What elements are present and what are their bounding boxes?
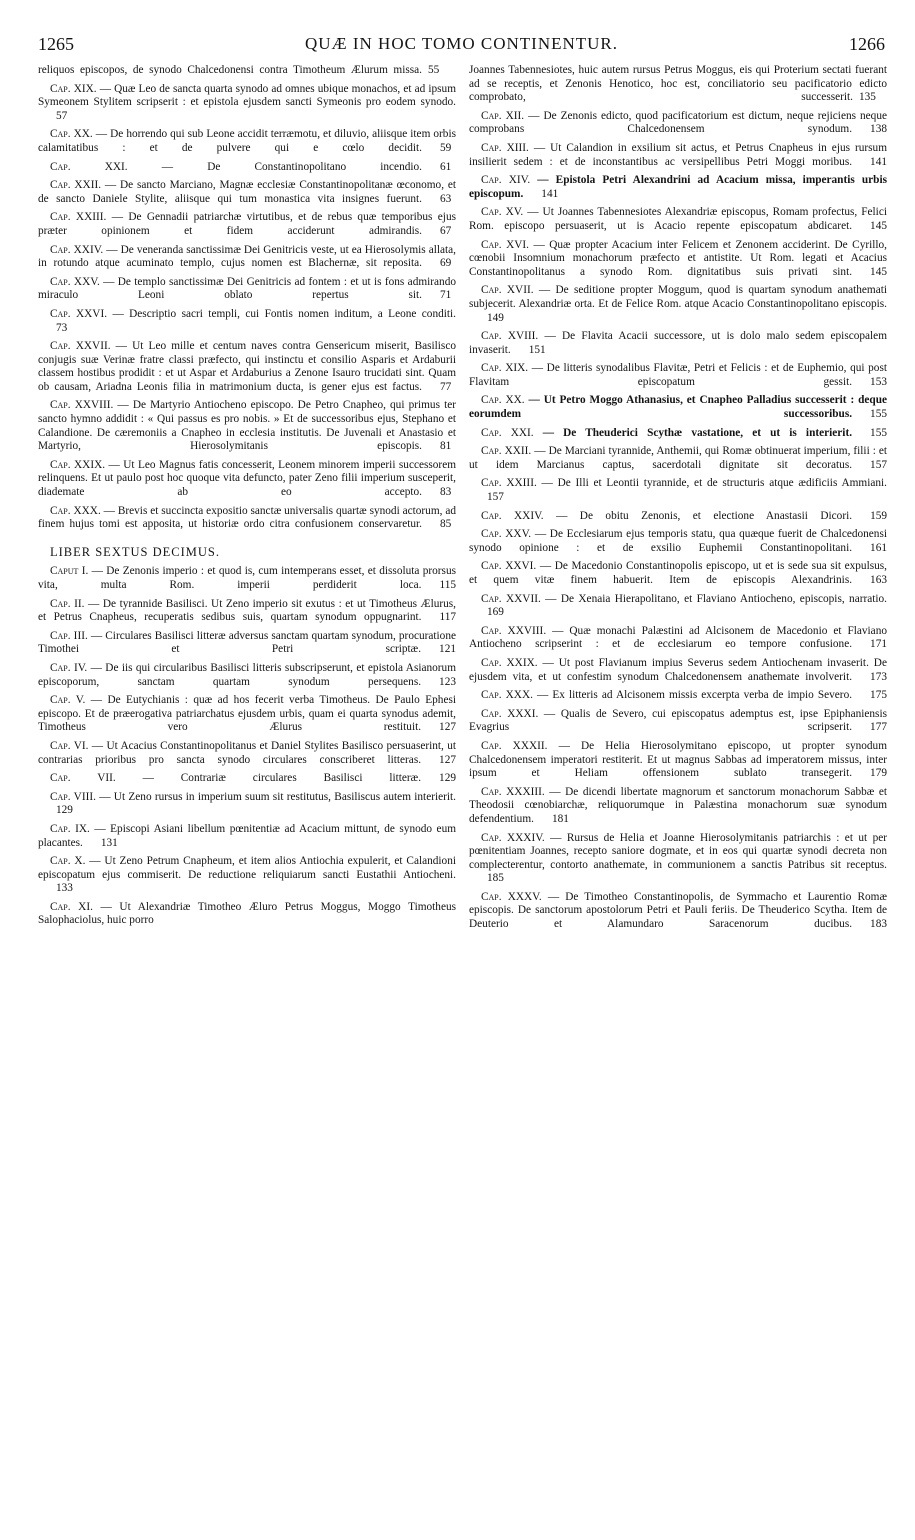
toc-entry [38, 128, 456, 155]
toc-entry [469, 560, 887, 587]
chapter-title: — De obitu Zenonis, et electione Anastasii Dicori. [543, 509, 853, 522]
chapter-title: — De Zenonis edicto, quod pacificatorium est dictum, neque rejiciens neque comprobans Chalcedonensem synodum. [469, 109, 887, 136]
page-reference: 127 [439, 753, 456, 766]
chapter-title: — Quæ Leo de sancta quarta synodo ad omnes ubique monachos, et ad ipsum Symeonem Stylitem scripserit : et epistola ejusdem sancti Symeonis pro eodem synodo. [38, 82, 456, 109]
toc-entry [38, 211, 456, 238]
page-reference: 161 [870, 541, 887, 554]
toc-entry [469, 174, 887, 201]
toc-entry [469, 625, 887, 652]
chapter-label: Cap. XI. [50, 900, 93, 913]
chapter-title: — Ex litteris ad Alcisonem missis excerpta verba de impio Severo. [532, 689, 853, 702]
page-reference: 77 [440, 380, 452, 393]
chapter-title: — De Illi et Leontii tyrannide, et de structuris atque ædificiis Ammiani. [536, 477, 887, 490]
toc-entry [469, 786, 887, 827]
toc-entry [469, 689, 887, 703]
chapter-label: Cap. XIV. [481, 174, 531, 187]
chapter-label: Cap. XXVI. [481, 560, 537, 573]
chapter-label: Cap. XXXII. [481, 739, 548, 752]
chapter-title: — De Timotheo Constantinopolis, de Symmacho et Laurentio Romæ episcopis. De sanctorum apostolorum Petri et Pauli feriis. De Theuderico Scytha. Item de Deuterio et Alamundaro Saracenorum ducibus. [469, 890, 887, 931]
page-reference: 145 [870, 219, 887, 232]
page-reference: 133 [56, 882, 73, 895]
page-reference: 85 [440, 518, 452, 531]
chapter-label: Cap. XVII. [481, 284, 534, 297]
chapter-title: — De Marciani tyrannide, Anthemii, qui Romæ obtinuerat imperium, filii : et ut idem Marcianus captus, sacerdotali dignitate sit decoratus. [469, 445, 888, 471]
chapter-title: — Circulares Basilisci litteræ adversus sanctam quartam synodum, procuratione Timothei et Petri scriptæ. [38, 629, 456, 656]
toc-entry [469, 362, 887, 389]
page-reference: 59 [440, 141, 452, 154]
toc-entry [469, 142, 887, 169]
chapter-title: — Ut Petro Moggo Athanasius, et Cnapheo Palladius successerit : deque eorumdem successoribus. [469, 394, 887, 421]
chapter-label: Cap. XVIII. [481, 330, 539, 343]
chapter-title: — De templo sanctissimæ Dei Genitricis ad fontem : et ut is fons admirando miraculo Leoni oblato repertus sit. [38, 275, 456, 302]
page-reference: 153 [870, 375, 887, 388]
page-reference: 127 [439, 721, 456, 734]
toc-entry [469, 206, 887, 233]
page-reference: 149 [487, 311, 504, 324]
toc-entry [469, 110, 887, 137]
chapter-title: — De Macedonio Constantinopolis episcopo, ut et is sede sua sit expulsus, et quem vitæ finem habuerit. Item de episcopis Alexandrinis. [469, 560, 887, 586]
chapter-title: — De Zenonis imperio : et quod is, cum intemperans esset, et dissoluta prorsus vita, multa Rom. imperii perdiderit loca. [38, 565, 456, 591]
chapter-label: Cap. XXII. [481, 445, 532, 458]
toc-entry [38, 565, 456, 592]
running-title: QUÆ IN HOC TOMO CONTINENTUR. [304, 34, 619, 53]
chapter-title: — Ut Alexandriæ Timotheo Æluro Petrus Moggus, Moggo Timotheus Salophaciolus, huic porro [38, 900, 457, 927]
chapter-title: — Quæ monachi Palæstini ad Alcisonem de Macedonio et Flaviano Antiocheno scripserint : et de ecclesiarum eo tempore confusione. [469, 624, 887, 651]
chapter-label: Cap. XXII. [50, 179, 102, 192]
toc-entry [38, 161, 456, 175]
page-reference: 138 [870, 123, 887, 136]
page-reference: 83 [440, 486, 452, 499]
page-reference: 169 [487, 606, 504, 619]
page-reference: 155 [870, 426, 887, 439]
chapter-label: Cap. XXIV. [481, 509, 544, 522]
toc-entry [38, 244, 456, 271]
chapter-label: Cap. XXVIII. [50, 399, 114, 412]
page-reference: 159 [870, 509, 888, 522]
chapter-label: Cap. XXI. [50, 160, 128, 173]
page-reference: 157 [487, 491, 504, 504]
chapter-title: — De Helia Hierosolymitano episcopo, ut propter synodum Chalcedonensem imperatori restiterit. Et ut magnus Sabbas ad imperatorem missus, inter ipsum et Heliam offensionem sublato transegerit. [469, 739, 887, 780]
page-reference: 73 [56, 321, 68, 334]
chapter-title: reliquos episcopos, de synodo Chalcedonensi contra Timotheum Ælurum missa. [38, 64, 422, 76]
toc-entry [469, 510, 887, 524]
toc-entry [38, 901, 456, 928]
page-reference: 185 [487, 872, 504, 885]
toc-entry [469, 832, 887, 886]
toc-entry [38, 340, 456, 394]
chapter-label: Cap. XV. [481, 206, 524, 219]
toc-entry [38, 276, 456, 303]
chapter-label: Cap. XX. [481, 394, 525, 407]
chapter-label: Cap. X. [50, 855, 86, 868]
chapter-label: Cap. XXVIII. [481, 624, 547, 637]
toc-entry [469, 284, 887, 325]
chapter-title: — De litteris synodalibus Flavitæ, Petri et Felicis : et de Euphemio, qui post Flavitam episcopatum gessit. [469, 362, 887, 388]
toc-entry [469, 427, 887, 441]
chapter-label: Caput I. [50, 565, 89, 578]
page-reference: 121 [439, 643, 456, 656]
toc-entry [38, 598, 456, 625]
toc-entry [38, 791, 456, 818]
chapter-title: — De veneranda sanctissimæ Dei Genitricis veste, ut ea Hierosolymis allata, in rotundo atque acuminato templo, cujus nomen est Blachernæ, sit reposita. [38, 243, 457, 270]
page-reference: 141 [541, 187, 559, 200]
toc-entry [38, 740, 456, 767]
page-reference: 61 [439, 160, 452, 173]
chapter-title: — Descriptio sacri templi, cui Fontis nomen inditum, a Leone conditi. [107, 307, 456, 320]
chapter-label: Cap. XXIX. [50, 458, 106, 471]
chapter-title: — Ut Joannes Tabennesiotes Alexandriæ episcopus, Romam profectus, Felici Rom. episcopo persuaserit, ut is Acacio repente episcopatum abdicaret. [469, 206, 887, 232]
chapter-title: — Episcopi Asiani libellum pœnitentiæ ad Acacium mittunt, de synodo eum placantes. [38, 822, 457, 849]
toc-entry [469, 593, 887, 620]
page-reference: 157 [870, 458, 887, 471]
chapter-label: Cap. XXVII. [481, 592, 541, 605]
chapter-label: Cap. III. [50, 629, 88, 642]
chapter-label: Cap. XIX. [481, 362, 529, 375]
toc-entry [469, 657, 887, 684]
chapter-title: — Ut Zeno Petrum Cnapheum, et item alios Antiochia expulerit, et Calandioni episcopatum ejus commiserit. De reductione reliquiarum sancti Eustathii Antiocheni. [38, 855, 456, 881]
chapter-label: Cap. XXIV. [50, 243, 104, 256]
page-reference: 71 [440, 289, 452, 302]
toc-entry [469, 445, 887, 472]
page-reference: 129 [439, 772, 456, 785]
page-reference: 115 [439, 579, 456, 591]
toc-entry [469, 740, 887, 781]
page-reference: 151 [528, 343, 546, 356]
page-reference: 173 [870, 670, 887, 683]
page-reference: 171 [870, 638, 887, 651]
toc-entry [469, 708, 887, 735]
chapter-label: Cap. XXVI. [50, 307, 108, 320]
chapter-label: Cap. XXIX. [481, 656, 538, 669]
toc-entry [469, 330, 887, 357]
chapter-title: — Contrariæ circulares Basilisci litteræ. [115, 772, 422, 785]
chapter-label: Cap. XXV. [50, 275, 100, 288]
chapter-title: — De sancto Marciano, Magnæ ecclesiæ Constantinopolitanæ œconomo, et de sancto Daniele Stylite, aliisque qui tum monastica vita insignes fuerunt. [38, 179, 456, 205]
chapter-title: — De Gennadii patriarchæ virtutibus, et de rebus quæ temporibus ejus præter opinionem et fidem acciderunt admirandis. [38, 211, 456, 237]
toc-entry [469, 64, 887, 105]
chapter-label: Cap. XXIII. [50, 211, 107, 224]
toc-entry [469, 239, 887, 280]
chapter-label: Cap. XXXIV. [481, 831, 545, 844]
chapter-title: — De iis qui circularibus Basilisci litteris subscripserunt, et epistola Asianorum episcoporum, sanctam quartam synodum persequens. [38, 661, 456, 688]
chapter-title: — Qualis de Severo, cui episcopatus ademptus est, ipse Epiphaniensis Evagrius scripserit. [469, 707, 887, 734]
chapter-title: — De tyrannide Basilisci. Ut Zeno imperio sit exutus : et ut Timotheus Ælurus, et Petrus Cnapheus, recuperatis sedibus suis, quartam synodum oppugnarint. [38, 597, 456, 624]
page-reference: 141 [870, 155, 887, 168]
toc-entry [38, 855, 456, 896]
toc-entry [469, 394, 887, 421]
toc-entry [38, 399, 456, 453]
chapter-title: — De Xenaia Hierapolitano, et Flaviano Antiocheno, episcopis, narratio. [540, 592, 887, 605]
page-reference: 129 [56, 804, 73, 817]
page-reference: 163 [870, 574, 887, 586]
toc-entry [38, 83, 456, 124]
page-reference: 135 [859, 91, 876, 104]
chapter-label: Cap. XXIII. [481, 477, 537, 490]
chapter-label: Cap. XVI. [481, 238, 529, 251]
chapter-title: — De Ecclesiarum ejus temporis statu, qua quæque fuerit de Chalcedonensi synodo opinione : et de exsilio Euphemii Constantinopolitani. [469, 528, 887, 554]
toc-entry [38, 662, 456, 689]
page-reference: 183 [870, 918, 887, 931]
chapter-label: Cap. XXI. [481, 426, 534, 439]
page-reference: 81 [440, 440, 452, 453]
chapter-title: — Quæ propter Acacium inter Felicem et Zenonem acciderint. De Cyrillo, cœnobii Insomnium monachorum præfecto et antistite. Ut Rom. legati et Acacius Constantinopolitanus a synodo Rom. dignitatibus suis privati sint. [469, 238, 887, 278]
chapter-title: Joannes Tabennesiotes, huic autem rursus Petrus Moggus, eis qui Proterium sectati fuerant ad se receptis, et Zenonis Henotico, hoc est, conciliatorio seu pacificatorio edicto comprobato, successerit. [469, 64, 887, 104]
chapter-label: Cap. XIII. [481, 141, 529, 154]
chapter-label: Cap. XXV. [481, 528, 532, 541]
chapter-label: Cap. XIX. [50, 82, 97, 95]
chapter-title: — Brevis et succincta expositio sanctæ universalis quartæ synodi actorum, ad finem hujus tomi est apposita, ut historiæ ordo citra confusionem conservaretur. [38, 504, 456, 531]
toc-entry [469, 891, 887, 932]
chapter-title: — De Eutychianis : quæ ad hos fecerit verba Timotheus. De Paulo Ephesi episcopo. Et de præerogativa patriarchatus ejusdem urbis, quam ei quarta synodus ademit, Timotheus vero Ælurus restituit. [38, 694, 456, 734]
chapter-label: Cap. XII. [481, 109, 525, 122]
toc-entry [38, 64, 456, 78]
page-reference: 123 [439, 675, 456, 688]
chapter-label: Cap. IX. [50, 822, 90, 835]
chapter-title: — De dicendi libertate magnorum et sanctorum monachorum Sabbæ et Theodosii cœnobiarchæ, reliquorumque in Palæstina monachorum suæ synodum defendentium. [469, 785, 888, 825]
section-heading: LIBER SEXTUS DECIMUS. [50, 544, 220, 559]
toc-entry [38, 630, 456, 657]
toc-entry [38, 694, 456, 735]
page-reference: 145 [870, 265, 887, 278]
chapter-title: — Rursus de Helia et Joanne Hierosolymitanis patriarchis : et ut per pœnitentiam Joannes, recepto saniore dogmate, et in eos qui quartæ synodi decreta non complecterentur, contorto anathemate, in communionem a sanctis Patribus sit receptus. [469, 831, 887, 871]
chapter-title: — Ut Acacius Constantinopolitanus et Daniel Stylites Basilisco persuaserint, ut contrarias prioribus pro sancta synodo circulares conscriberet litteras. [38, 739, 456, 766]
page-reference: 67 [440, 224, 452, 237]
toc-entry [469, 477, 887, 504]
chapter-title: — De Theuderici Scythæ vastatione, et ut is interierit. [533, 426, 853, 439]
chapter-label: Cap. XXXI. [481, 707, 539, 720]
page-number-left: 1265 [38, 34, 74, 54]
chapter-label: Cap. VI. [50, 739, 89, 752]
page-reference: 175 [870, 689, 887, 702]
toc-entry [38, 459, 456, 500]
chapter-label: Cap. II. [50, 597, 85, 610]
page-reference: 57 [56, 109, 68, 122]
page-reference: 179 [870, 767, 887, 780]
chapter-label: Cap. XX. [50, 128, 93, 141]
toc-entry [38, 772, 456, 786]
page-number-right: 1266 [849, 34, 885, 54]
page-reference: 63 [440, 192, 452, 205]
chapter-title: — Ut Leo Magnus fatis concesserit, Leonem minorem imperii successorem relinquens. Et ut paulo post hoc quoque vita defuncto, pater Zeno filii imperium susceperit, diademate ab eo accepto. [38, 458, 456, 499]
chapter-label: Cap. VIII. [50, 790, 96, 803]
chapter-title: — De seditione propter Moggum, quod is quartam synodum anathemati subjecerit. Alexandriæ orta. Et de Felice Rom. atque Acacio Constantinopolitano episcopis. [469, 284, 887, 310]
page-reference: 69 [440, 257, 452, 270]
chapter-title: — Ut Leo mille et centum naves contra Gensericum miserit, Basilisco conjugis suæ Verinæ fratre classi præfecto, qui instinctu et consilio Asparis et Ardaburii classem hostibus prodidit : et ut Aspar et Ardaburius a Zenone Isauro trucidati sint. Quam ob causam, Ariadna Leonis filia in matrimonium ducta, is gener ejus est factus. [38, 340, 456, 393]
chapter-title: — De Martyrio Antiocheno episcopo. De Petro Cnapheo, qui primus ter sancto hymno addidit : « Qui passus es pro nobis. » Et de successoribus ejus, Stephano et Calandione. De cæremoniis a Cnapheo in ecclesia institutis. De Juvenali et Anastasio et Martyrio, Hierosolymitanis episcopis. [38, 399, 456, 453]
chapter-label: Cap. XXXV. [481, 890, 542, 903]
chapter-label: Cap. XXVII. [50, 340, 111, 353]
page-reference: 131 [100, 836, 118, 849]
chapter-title: — De Constantinopolitano incendio. [127, 160, 422, 173]
right-column [469, 64, 887, 937]
page-reference: 155 [870, 408, 887, 421]
chapter-label: Cap. XXX. [481, 689, 533, 702]
chapter-title: — Ut post Flavianum impius Severus sedem Antiochenam invaserit. De ejusdem vita, et ut confestim synodum Chalcedonensem anathemate involverit. [469, 656, 887, 683]
chapter-label: Cap. XXX. [50, 504, 101, 517]
chapter-label: Cap. XXXIII. [481, 785, 545, 798]
toc-entry [38, 308, 456, 335]
page-reference: 55 [428, 64, 440, 76]
chapter-label: Cap. IV. [50, 661, 88, 674]
chapter-title: — Epistola Petri Alexandrini ad Acacium missa, imperantis urbis episcopum. [469, 174, 887, 200]
chapter-label: Cap. VII. [50, 772, 116, 785]
chapter-label: Cap. V. [50, 694, 86, 707]
running-header [38, 34, 885, 58]
toc-entry [469, 528, 887, 555]
toc-entry [38, 179, 456, 206]
left-column [38, 64, 456, 933]
chapter-title: — De horrendo qui sub Leone accidit terræmotu, et diluvio, aliisque item orbis calamitatibus : et de pulvere qui e cœlo decidit. [38, 128, 456, 154]
page-reference: 181 [551, 812, 569, 825]
page-reference: 177 [870, 721, 887, 734]
page-reference: 117 [439, 611, 456, 624]
chapter-title: — Ut Zeno rursus in imperium suum sit restitutus, Basiliscus autem interierit. [95, 790, 456, 803]
chapter-title: — De Flavita Acacii successore, ut is dolo malo sedem episcopalem invaserit. [469, 330, 887, 356]
toc-entry [38, 823, 456, 850]
chapter-title: — Ut Calandion in exsilium sit actus, et Petrus Cnapheus in ejus rursum insilierit sedem : et de inconstantibus ac versipellibus Petri Moggi moribus. [469, 141, 887, 168]
toc-entry [38, 505, 456, 532]
